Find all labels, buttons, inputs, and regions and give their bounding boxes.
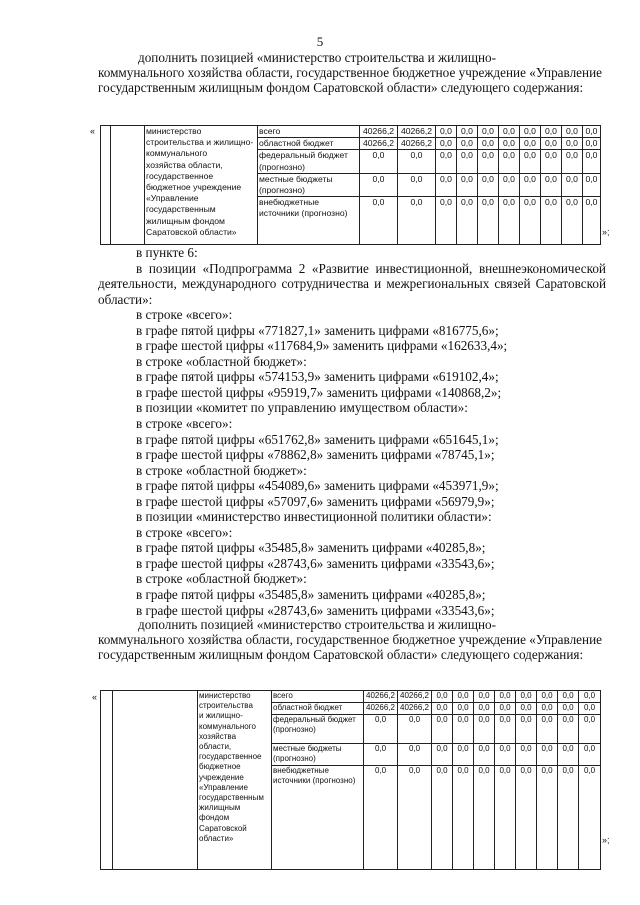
year-value-cell: 0,0	[457, 150, 478, 173]
year-value-cell: 0,0	[436, 138, 457, 150]
year-value-cell: 0,0	[520, 138, 541, 150]
year-value-cell: 0,0	[516, 744, 537, 766]
amount-cell: 40266,2	[398, 691, 432, 703]
year-value-cell: 0,0	[579, 766, 601, 870]
amendment-paragraph-1	[98, 50, 602, 96]
year-value-cell: 0,0	[579, 744, 601, 766]
amount-cell: 40266,2	[398, 703, 432, 715]
funding-source-cell: федеральный бюджет (прогнозно)	[258, 150, 360, 173]
year-value-cell: 0,0	[562, 197, 583, 245]
year-value-cell: 0,0	[495, 715, 516, 744]
year-value-cell: 0,0	[579, 715, 601, 744]
text-line: в графе шестой цифры «95919,7» заменить цифрами «140868,2»;	[136, 384, 502, 400]
year-value-cell: 0,0	[436, 150, 457, 173]
close-quote-mark: »;	[602, 227, 610, 237]
year-value-cell: 0,0	[453, 744, 474, 766]
year-value-cell: 0,0	[495, 703, 516, 715]
amount-cell: 0,0	[360, 197, 398, 245]
year-value-cell: 0,0	[541, 197, 562, 245]
year-value-cell: 0,0	[436, 197, 457, 245]
text-line: в графе шестой цифры «28743,6» заменить цифрами «33543,6»;	[136, 555, 495, 571]
organization-line: области»	[199, 833, 234, 843]
open-quote-mark: «	[90, 126, 96, 136]
amount-cell: 0,0	[398, 766, 432, 870]
text-line: в позиции «Подпрограмма 2 «Развитие инвестиционной, внешнеэкономической деятельности, международного сотрудничества и межрегиональных связей Саратовской области»:	[98, 260, 606, 307]
year-value-cell: 0,0	[453, 703, 474, 715]
year-value-cell: 0,0	[562, 150, 583, 173]
organization-line: учреждение	[199, 772, 244, 782]
year-value-cell: 0,0	[537, 691, 558, 703]
year-value-cell: 0,0	[474, 744, 495, 766]
year-value-cell: 0,0	[537, 744, 558, 766]
amount-cell: 40266,2	[364, 691, 398, 703]
page-number: 5	[316, 34, 324, 49]
organization-line: министерство	[146, 126, 202, 136]
amendment-lines	[98, 245, 606, 618]
funding-source-cell: внебюджетные источники (прогнозно)	[272, 766, 364, 870]
year-value-cell: 0,0	[579, 691, 601, 703]
year-value-cell: 0,0	[516, 766, 537, 870]
open-quote-mark: «	[92, 692, 98, 702]
year-value-cell: 0,0	[516, 703, 537, 715]
year-value-cell: 0,0	[432, 744, 453, 766]
year-value-cell: 0,0	[453, 691, 474, 703]
text-line: в позиции «комитет по управлению имуществом области»:	[136, 400, 468, 416]
year-value-cell: 0,0	[457, 126, 478, 138]
year-value-cell: 0,0	[432, 691, 453, 703]
year-value-cell: 0,0	[495, 691, 516, 703]
year-value-cell: 0,0	[537, 715, 558, 744]
text-line: в графе шестой цифры «57097,6» заменить цифрами «56979,9»;	[136, 493, 495, 509]
year-value-cell: 0,0	[478, 197, 499, 245]
year-value-cell: 0,0	[478, 126, 499, 138]
funding-source-cell: местные бюджеты (прогнозно)	[272, 744, 364, 766]
year-value-cell: 0,0	[474, 691, 495, 703]
year-value-cell: 0,0	[541, 150, 562, 173]
empty-cell	[113, 691, 198, 870]
text-line: в графе шестой цифры «117684,9» заменить цифрами «162633,4»;	[136, 338, 508, 354]
amount-cell: 0,0	[398, 197, 436, 245]
year-value-cell: 0,0	[558, 691, 579, 703]
paragraph-rest: коммунального хозяйства области, государственное бюджетное учреждение «Управление государственным жилищным фондом Саратовской области» следующего содержания:	[98, 632, 602, 663]
organization-line: государственным	[199, 793, 264, 803]
year-value-cell: 0,0	[558, 703, 579, 715]
year-value-cell: 0,0	[537, 703, 558, 715]
funding-source-cell: областной бюджет	[272, 703, 364, 715]
year-value-cell: 0,0	[474, 715, 495, 744]
amount-cell: 0,0	[398, 744, 432, 766]
year-value-cell: 0,0	[495, 744, 516, 766]
text-line: в графе пятой цифры «771827,1» заменить цифрами «816775,6»;	[136, 322, 499, 338]
year-value-cell: 0,0	[499, 138, 520, 150]
organization-line: жилищным фондом	[146, 215, 225, 226]
text-line: в строке «областной бюджет»:	[136, 571, 307, 587]
organization-cell	[198, 691, 272, 870]
year-value-cell: 0,0	[457, 197, 478, 245]
year-value-cell: 0,0	[558, 766, 579, 870]
organization-line: Саратовской	[199, 823, 247, 833]
year-value-cell: 0,0	[474, 766, 495, 870]
funding-source-cell: местные бюджеты (прогнозно)	[258, 173, 360, 196]
organization-line: хозяйства области,	[199, 731, 237, 752]
organization-line: строительства и жилищно-	[146, 137, 254, 148]
year-value-cell: 0,0	[562, 138, 583, 150]
budget-table-2	[100, 690, 601, 870]
close-quote-mark: »;	[602, 835, 610, 845]
organization-line: бюджетное	[199, 762, 241, 772]
paragraph-first-line: дополнить позицией «министерство строительства и жилищно-	[138, 617, 497, 632]
text-line: в позиции «министерство инвестиционной политики области»:	[136, 509, 492, 525]
year-value-cell: 0,0	[579, 703, 601, 715]
table-row	[101, 126, 601, 138]
amount-cell: 0,0	[364, 766, 398, 870]
funding-source-cell: внебюджетные источники (прогнозно)	[258, 197, 360, 245]
amount-cell: 0,0	[398, 150, 436, 173]
organization-line: хозяйства области,	[146, 159, 223, 170]
amount-cell: 0,0	[398, 173, 436, 196]
year-value-cell: 0,0	[520, 150, 541, 173]
year-value-cell: 0,0	[583, 197, 601, 245]
year-value-cell: 0,0	[499, 197, 520, 245]
year-value-cell: 0,0	[583, 150, 601, 173]
year-value-cell: 0,0	[432, 703, 453, 715]
year-value-cell: 0,0	[478, 150, 499, 173]
organization-line: государственным	[146, 204, 216, 215]
year-value-cell: 0,0	[520, 173, 541, 196]
year-value-cell: 0,0	[478, 173, 499, 196]
year-value-cell: 0,0	[583, 173, 601, 196]
organization-line: Саратовской области»	[146, 226, 237, 237]
text-line: в графе пятой цифры «35485,8» заменить цифрами «40285,8»;	[136, 540, 486, 556]
year-value-cell: 0,0	[558, 715, 579, 744]
year-value-cell: 0,0	[558, 744, 579, 766]
funding-source-cell: всего	[272, 691, 364, 703]
amount-cell: 40266,2	[398, 126, 436, 138]
year-value-cell: 0,0	[541, 138, 562, 150]
paragraph-rest: коммунального хозяйства области, государственное бюджетное учреждение «Управление государственным жилищным фондом Саратовской области» следующего содержания:	[98, 65, 602, 96]
year-value-cell: 0,0	[516, 715, 537, 744]
empty-cell	[101, 126, 111, 245]
amount-cell: 40266,2	[360, 138, 398, 150]
organization-line: жилищным фондом	[199, 803, 241, 823]
year-value-cell: 0,0	[562, 126, 583, 138]
organization-line: государственное	[199, 752, 262, 762]
amount-cell: 0,0	[360, 150, 398, 173]
organization-line: коммунального	[199, 721, 256, 731]
organization-line: строительства	[199, 701, 253, 711]
empty-cell	[111, 126, 145, 245]
amendment-paragraph-2	[98, 617, 602, 663]
empty-cell	[101, 691, 113, 870]
funding-source-cell: областной бюджет	[258, 138, 360, 150]
amount-cell: 40266,2	[360, 126, 398, 138]
year-value-cell: 0,0	[520, 126, 541, 138]
organization-line: «Управление	[199, 782, 248, 792]
year-value-cell: 0,0	[453, 766, 474, 870]
table-row	[101, 691, 601, 703]
text-line: в строке «всего»:	[136, 524, 233, 540]
text-line: в строке «всего»:	[136, 416, 233, 432]
year-value-cell: 0,0	[537, 766, 558, 870]
text-line: в графе шестой цифры «78862,8» заменить цифрами «78745,1»;	[136, 447, 495, 463]
text-line: в строке «всего»:	[136, 307, 233, 323]
paragraph-first-line: дополнить позицией «министерство строительства и жилищно-	[138, 50, 497, 65]
year-value-cell: 0,0	[541, 173, 562, 196]
amount-cell: 40266,2	[364, 703, 398, 715]
funding-source-cell: федеральный бюджет (прогнозно)	[272, 715, 364, 744]
organization-line: государственное	[146, 170, 214, 181]
year-value-cell: 0,0	[453, 715, 474, 744]
amount-cell: 0,0	[360, 173, 398, 196]
year-value-cell: 0,0	[499, 126, 520, 138]
text-line: в графе пятой цифры «35485,8» заменить цифрами «40285,8»;	[136, 587, 486, 603]
text-line: в пункте 6:	[136, 245, 198, 260]
year-value-cell: 0,0	[436, 173, 457, 196]
year-value-cell: 0,0	[499, 173, 520, 196]
organization-line: и жилищно-	[199, 711, 243, 721]
text-line: в графе пятой цифры «651762,8» заменить цифрами «651645,1»;	[136, 431, 499, 447]
funding-source-cell: всего	[258, 126, 360, 138]
year-value-cell: 0,0	[432, 766, 453, 870]
organization-line: министерство	[199, 691, 251, 700]
amount-cell: 0,0	[398, 715, 432, 744]
year-value-cell: 0,0	[541, 126, 562, 138]
year-value-cell: 0,0	[583, 138, 601, 150]
organization-line: коммунального	[146, 148, 208, 159]
year-value-cell: 0,0	[583, 126, 601, 138]
year-value-cell: 0,0	[457, 173, 478, 196]
year-value-cell: 0,0	[436, 126, 457, 138]
organization-cell	[145, 126, 258, 245]
amount-cell: 40266,2	[398, 138, 436, 150]
year-value-cell: 0,0	[562, 173, 583, 196]
year-value-cell: 0,0	[516, 691, 537, 703]
year-value-cell: 0,0	[432, 715, 453, 744]
amount-cell: 0,0	[364, 744, 398, 766]
amount-cell: 0,0	[364, 715, 398, 744]
year-value-cell: 0,0	[457, 138, 478, 150]
year-value-cell: 0,0	[474, 703, 495, 715]
year-value-cell: 0,0	[520, 197, 541, 245]
organization-line: «Управление	[146, 193, 199, 204]
year-value-cell: 0,0	[499, 150, 520, 173]
text-line: в графе пятой цифры «574153,9» заменить цифрами «619102,4»;	[136, 369, 499, 385]
text-line: в строке «областной бюджет»:	[136, 353, 307, 369]
text-line: в графе пятой цифры «454089,6» заменить цифрами «453971,9»;	[136, 478, 499, 494]
organization-line: бюджетное учреждение	[146, 182, 242, 193]
year-value-cell: 0,0	[495, 766, 516, 870]
text-line: в графе шестой цифры «28743,6» заменить цифрами «33543,6»;	[136, 602, 495, 618]
budget-table-1	[100, 125, 601, 245]
year-value-cell: 0,0	[478, 138, 499, 150]
text-line: в строке «областной бюджет»:	[136, 462, 307, 478]
